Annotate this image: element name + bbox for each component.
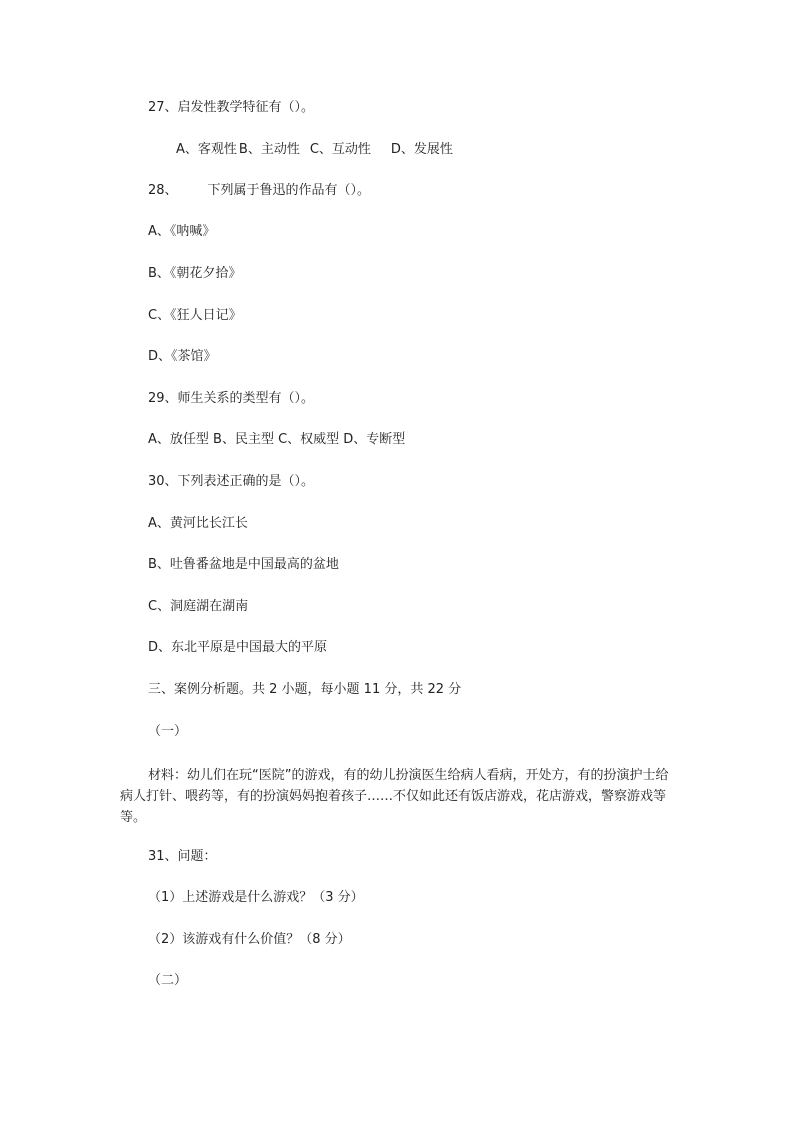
question-28-option-a: A、《呐喊》 <box>148 224 216 239</box>
section-3-heading: 三、案例分析题。共 2 小题，每小题 11 分，共 22 分 <box>148 682 462 697</box>
question-30-option-b: B、吐鲁番盆地是中国最高的盆地 <box>148 557 339 572</box>
question-28-option-c: C、《狂人日记》 <box>148 308 242 323</box>
question-31-sub-2: （2）该游戏有什么价值？（8 分） <box>148 932 351 947</box>
question-28-stem <box>148 183 370 199</box>
question-29-stem: 29、师生关系的类型有（）。 <box>148 391 315 406</box>
question-number: 28、 <box>148 183 178 198</box>
question-28-option-d: D、《茶馆》 <box>148 349 217 364</box>
option-c: C、互动性 <box>309 142 371 157</box>
question-30-option-c: C、洞庭湖在湖南 <box>148 599 249 614</box>
question-30-stem: 30、下列表述正确的是（）。 <box>148 474 315 489</box>
case-part-2: （二） <box>148 973 188 988</box>
question-29-options: A、放任型 B、民主型 C、权威型 D、专断型 <box>148 432 406 447</box>
option-b: B、主动性 <box>238 142 300 157</box>
question-28-option-b: B、《朝花夕拾》 <box>148 266 242 281</box>
question-text: 下列属于鲁迅的作品有（）。 <box>207 183 371 198</box>
case-material: 材料：幼儿们在玩“医院”的游戏，有的幼儿扮演医生给病人看病，开处方，有的扮演护士给病人打针、喂药等，有的扮演妈妈抱着孩子……不仅如此还有饭店游戏，花店游戏，警察游戏等等。 <box>120 768 669 825</box>
question-27-stem: 27、启发性教学特征有（）。 <box>148 100 315 115</box>
question-30-option-d: D、东北平原是中国最大的平原 <box>148 640 328 655</box>
question-27-options <box>176 142 453 158</box>
case-part-1: （一） <box>148 724 188 739</box>
option-d: D、发展性 <box>390 142 453 157</box>
question-30-option-a: A、黄河比长江长 <box>148 516 248 531</box>
question-31-stem: 31、问题： <box>148 849 217 864</box>
option-a: A、客观性 <box>176 142 237 157</box>
question-31-sub-1: （1）上述游戏是什么游戏？（3 分） <box>148 890 364 905</box>
